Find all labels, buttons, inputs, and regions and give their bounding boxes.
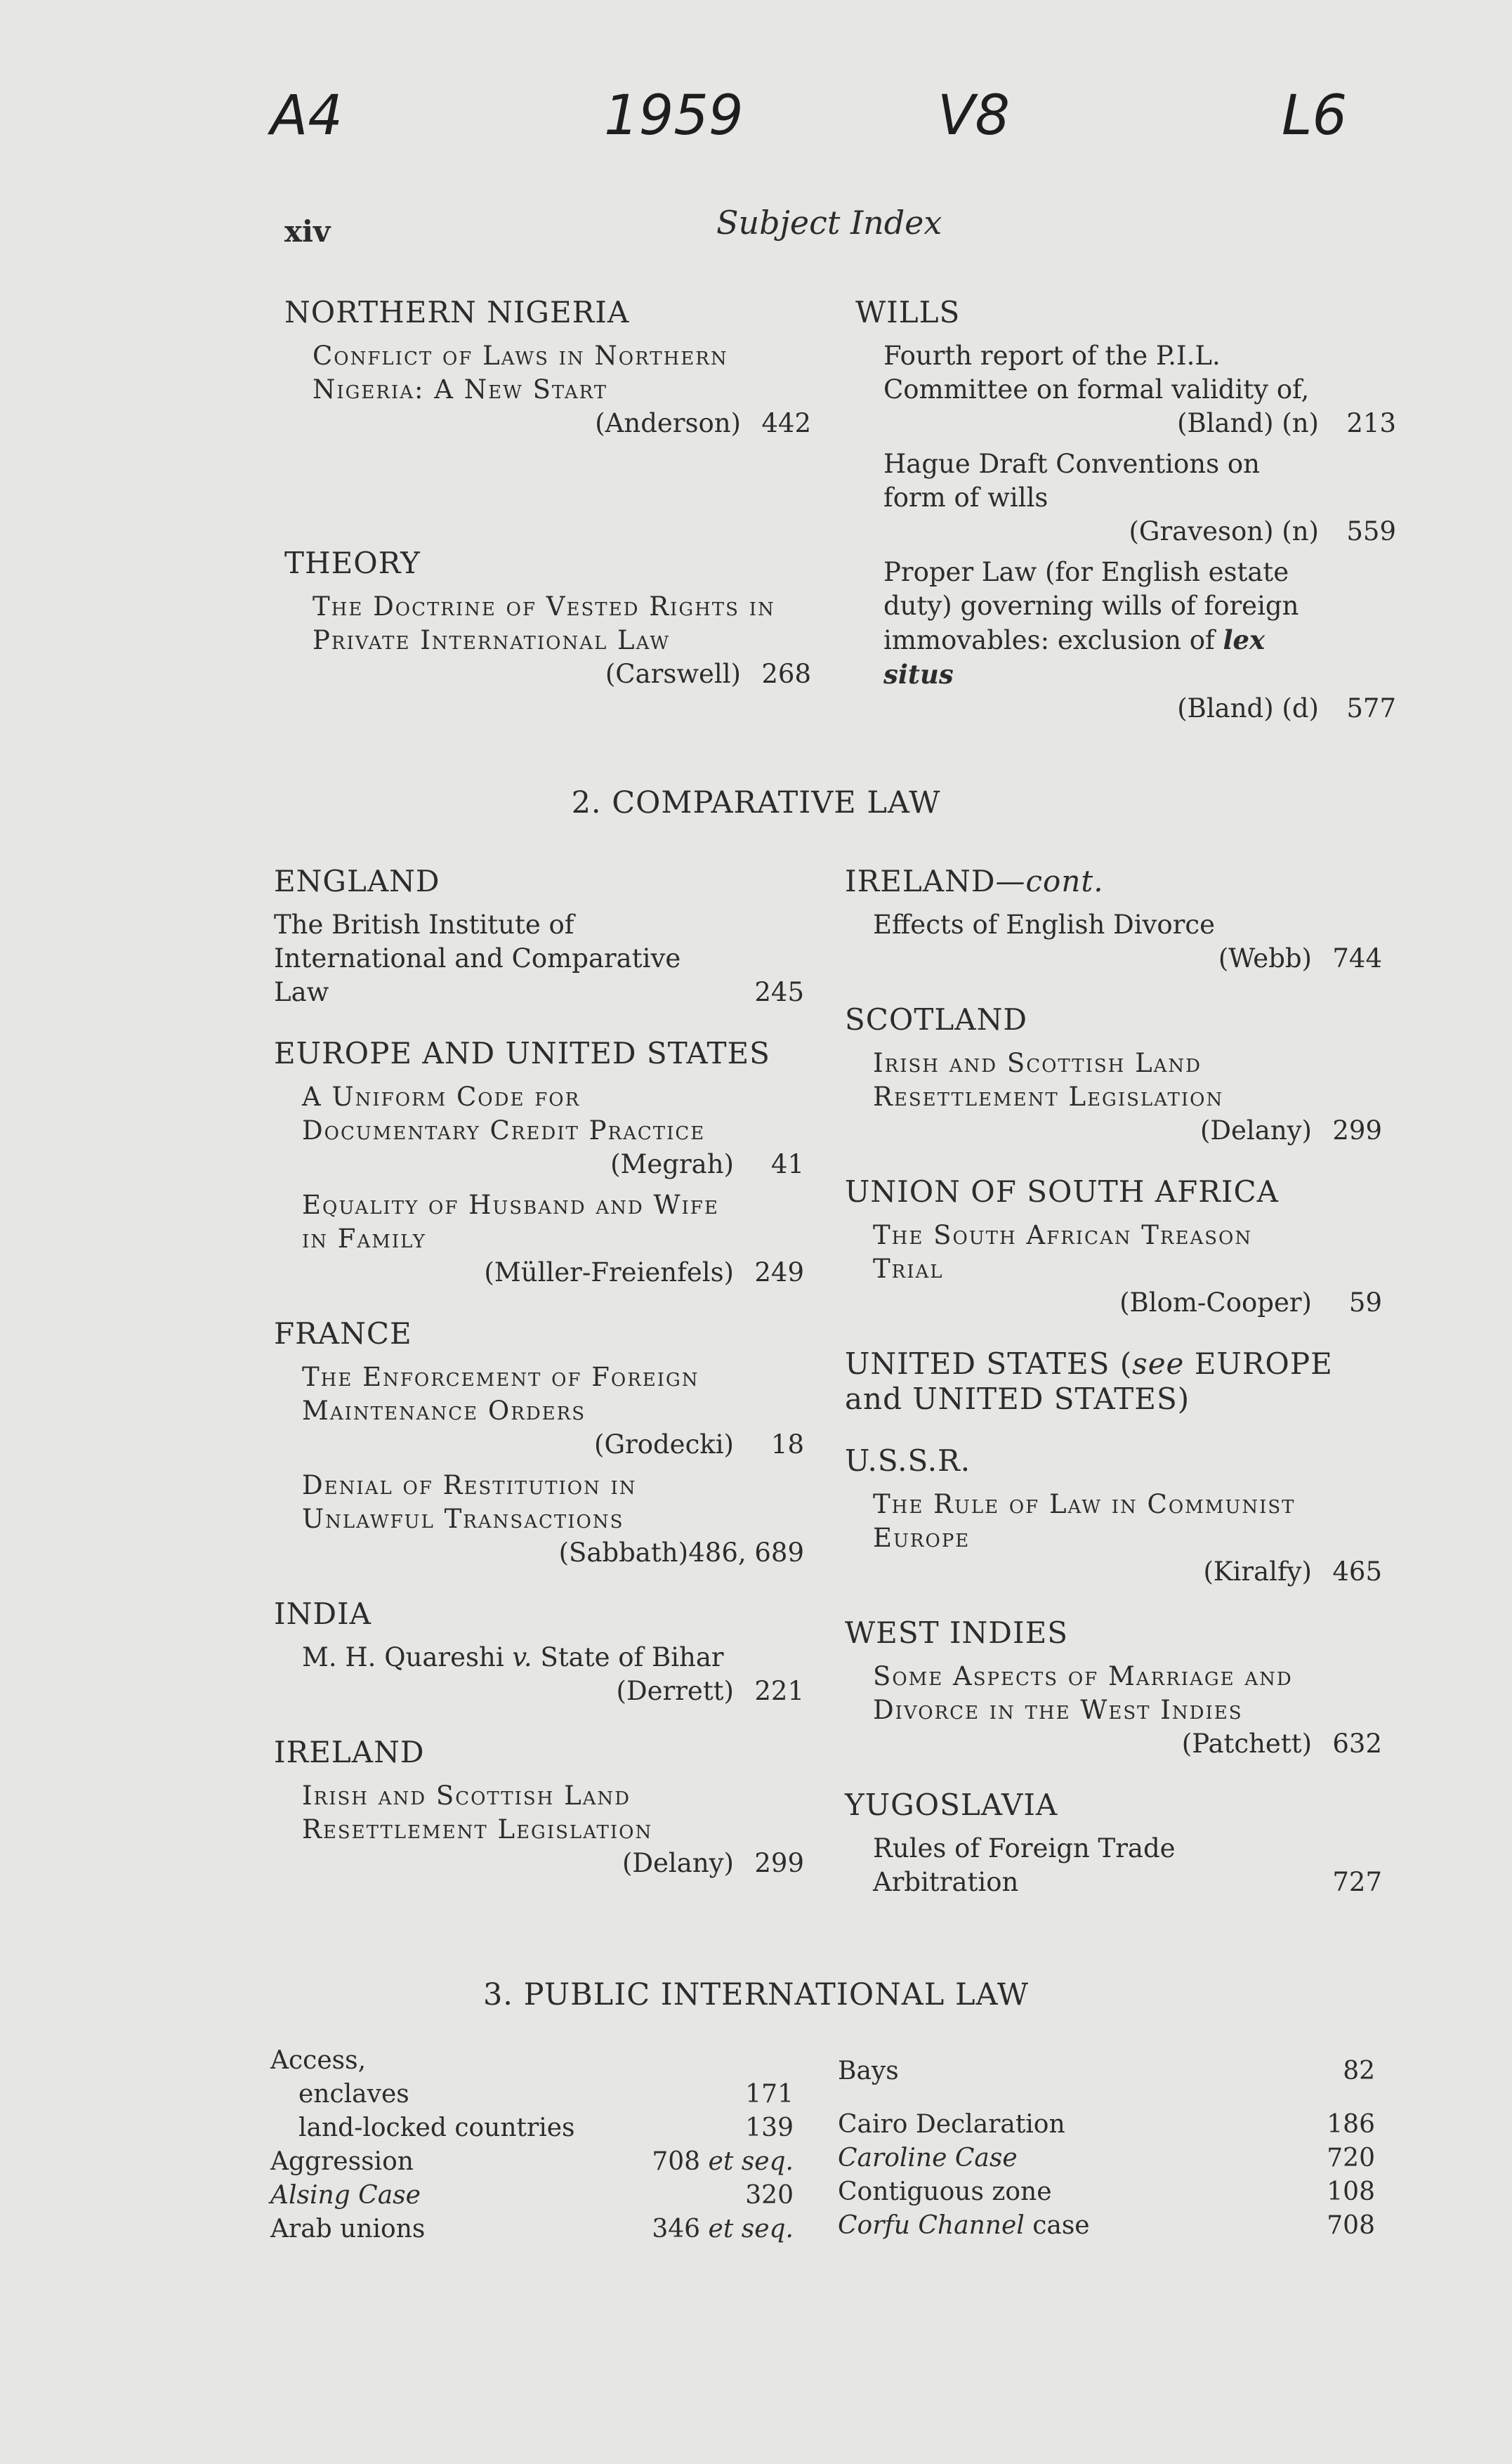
index-term: Access, — [270, 2046, 367, 2075]
heading-text: EUROPE and UNITED STATES) — [845, 1346, 1333, 1416]
entry-title: Rules of Foreign Trade Arbitration — [873, 1833, 1176, 1897]
index-row — [270, 2111, 794, 2145]
entry-page: 486, 689 — [688, 1538, 804, 1568]
index-page-number: 346 — [652, 2215, 701, 2243]
entry-page: 221 — [754, 1676, 804, 1706]
entry-page: 249 — [754, 1257, 804, 1287]
entry-page: 213 — [1346, 408, 1396, 438]
index-group-northern-nigeria — [284, 295, 811, 440]
sec3-right-column — [838, 2055, 1375, 2243]
index-term: Arab unions — [270, 2215, 426, 2243]
entry-page: 727 — [1332, 1867, 1382, 1897]
entry-page: 559 — [1346, 516, 1396, 546]
index-group-europe-us — [274, 1036, 804, 1290]
heading-suffix: —cont. — [995, 864, 1104, 898]
handwritten-note-4: L6 — [1282, 84, 1348, 148]
index-group-united-states — [845, 1346, 1382, 1417]
entry-author: (Anderson) — [595, 408, 741, 438]
index-entry — [274, 1361, 804, 1462]
index-heading: ENGLAND — [274, 864, 440, 898]
entry-author: (Patchett) — [1181, 1729, 1312, 1759]
sec2-left-column — [274, 864, 804, 1887]
index-term: land-locked countries — [298, 2114, 575, 2142]
index-entry — [274, 1469, 804, 1570]
index-entry — [845, 1047, 1382, 1148]
index-entry — [274, 1641, 804, 1708]
section-title-public-international-law: 3. PUBLIC INTERNATIONAL LAW — [482, 1977, 1030, 2012]
index-page: 320 — [745, 2181, 794, 2210]
entry-title-text: Proper Law (for English estate duty) governing wills of foreign immovables: exclusion of — [883, 557, 1299, 655]
index-page: 186 — [1327, 2110, 1375, 2139]
entry-page: 632 — [1332, 1729, 1382, 1759]
index-heading: WILLS — [855, 295, 961, 329]
heading-see: see — [1132, 1346, 1185, 1381]
sec1-right-column — [855, 295, 1396, 733]
index-entry — [274, 1779, 804, 1880]
entry-page: 18 — [770, 1429, 804, 1460]
entry-title: Some Aspects of Marriage and Divorce in the West Indies — [873, 1661, 1293, 1725]
page-folio: xiv — [284, 214, 331, 249]
index-row — [270, 2078, 794, 2111]
index-row — [838, 2055, 1375, 2108]
entry-author: (Bland) (d) — [1177, 693, 1319, 723]
sec1-left-column — [284, 295, 811, 698]
index-group-ireland — [274, 1735, 804, 1880]
entry-title: Fourth report of the P.I.L. Committee on formal validity of, — [883, 341, 1310, 405]
index-heading: UNION OF SOUTH AFRICA — [845, 1174, 1279, 1209]
index-entry — [274, 1080, 804, 1181]
index-page: 108 — [1327, 2177, 1375, 2206]
entry-page: 268 — [761, 659, 811, 689]
index-row — [270, 2044, 794, 2078]
entry-title-versus: v. — [512, 1642, 532, 1672]
sec2-right-column — [845, 864, 1382, 1906]
index-heading: WEST INDIES — [845, 1616, 1069, 1650]
entry-author: (Webb) — [1218, 943, 1312, 974]
index-group-theory — [284, 546, 811, 691]
index-heading — [845, 864, 1382, 898]
index-row — [838, 2175, 1375, 2209]
entry-author: (Derrett) — [616, 1676, 734, 1706]
index-page: 82 — [1343, 2057, 1375, 2085]
index-term-italic: Corfu Channel — [838, 2211, 1025, 2240]
index-page: 171 — [745, 2080, 794, 2109]
index-entry — [284, 590, 811, 691]
entry-title: Conflict of Laws in Northern Nigeria: A New Start — [313, 341, 728, 405]
entry-page: 442 — [761, 408, 811, 438]
index-page: 708 — [1327, 2211, 1375, 2240]
index-group-ussr — [845, 1443, 1382, 1589]
handwritten-note-1: A4 — [270, 84, 343, 148]
entry-author: (Bland) (n) — [1177, 408, 1319, 438]
index-heading — [845, 1346, 1382, 1417]
entry-title-part: M. H. Quareshi — [302, 1642, 504, 1672]
index-entry — [284, 339, 811, 440]
entry-page: 577 — [1346, 693, 1396, 723]
entry-title: The British Institute of International and Comparative Law — [274, 910, 681, 1007]
entry-author: (Müller-Freienfels) — [484, 1257, 734, 1287]
index-row — [838, 2108, 1375, 2142]
index-group-scotland — [845, 1002, 1382, 1148]
entry-author: (Sabbath) — [558, 1538, 688, 1568]
index-page-number: 708 — [652, 2147, 701, 2176]
entry-page: 299 — [1332, 1115, 1382, 1146]
index-heading: U.S.S.R. — [845, 1443, 971, 1478]
entry-title-italic: lex situs — [883, 624, 1266, 690]
entry-title: The Doctrine of Vested Rights in Private International Law — [313, 591, 775, 655]
entry-author: (Delany) — [1199, 1115, 1312, 1146]
entry-title: Effects of English Divorce — [873, 910, 1216, 940]
entry-title: The Enforcement of Foreign Maintenance Orders — [302, 1362, 699, 1426]
index-entry — [855, 556, 1396, 726]
entry-title — [302, 1641, 804, 1675]
index-heading: NORTHERN NIGERIA — [284, 295, 630, 329]
entry-page: 465 — [1332, 1557, 1382, 1587]
index-entry — [845, 1660, 1382, 1761]
index-group-yugoslavia — [845, 1788, 1382, 1899]
index-term: enclaves — [298, 2080, 409, 2109]
entry-page: 41 — [770, 1149, 804, 1179]
index-heading: FRANCE — [274, 1316, 412, 1351]
index-page: 139 — [745, 2114, 794, 2142]
entry-page: 59 — [1348, 1287, 1382, 1318]
index-entry — [855, 339, 1396, 440]
index-term: Bays — [838, 2057, 899, 2085]
index-page — [652, 2213, 794, 2246]
index-entry — [845, 1832, 1382, 1899]
sec3-left-column — [270, 2044, 794, 2246]
index-page: 720 — [1327, 2144, 1375, 2173]
entry-page: 299 — [754, 1848, 804, 1878]
entry-author: (Blom-Cooper) — [1119, 1287, 1312, 1318]
entry-author: (Grodecki) — [594, 1429, 734, 1460]
heading-text: IRELAND — [845, 864, 996, 898]
index-heading: INDIA — [274, 1597, 372, 1631]
section-title-comparative-law: 2. COMPARATIVE LAW — [571, 785, 941, 820]
index-entry — [845, 1219, 1382, 1320]
entry-author: (Graveson) (n) — [1129, 516, 1319, 546]
index-heading: IRELAND — [274, 1735, 425, 1769]
index-term: Alsing Case — [270, 2181, 421, 2210]
handwritten-note-3: V8 — [938, 84, 1010, 148]
index-heading: THEORY — [284, 546, 421, 580]
index-term: Cairo Declaration — [838, 2110, 1065, 2139]
index-heading: EUROPE AND UNITED STATES — [274, 1036, 770, 1070]
index-heading: SCOTLAND — [845, 1002, 1027, 1037]
entry-author: (Kiralfy) — [1203, 1557, 1312, 1587]
running-title: Subject Index — [716, 204, 942, 242]
entry-title: The South African Treason Trial — [873, 1220, 1253, 1284]
index-term — [838, 2209, 1090, 2243]
index-page-etseq: et seq. — [708, 2215, 794, 2243]
index-group-ireland-cont — [845, 864, 1382, 976]
entry-title — [883, 556, 1396, 692]
entry-title: Equality of Husband and Wife in Family — [302, 1190, 719, 1254]
index-row — [838, 2209, 1375, 2243]
entry-title: The Rule of Law in Communist Europe — [873, 1489, 1296, 1553]
index-entry — [845, 908, 1382, 976]
entry-author: (Carswell) — [605, 659, 741, 689]
index-term: Caroline Case — [838, 2144, 1018, 2173]
index-entry — [845, 1488, 1382, 1589]
entry-author: (Megrah) — [610, 1149, 734, 1179]
entry-page: 744 — [1332, 943, 1382, 974]
index-row — [838, 2142, 1375, 2175]
index-entry — [274, 1188, 804, 1290]
entry-title-part: State of Bihar — [540, 1642, 724, 1672]
index-group-west-indies — [845, 1616, 1382, 1761]
entry-title: Hague Draft Conventions on form of wills — [883, 449, 1260, 513]
index-page — [652, 2145, 794, 2179]
entry-title: A Uniform Code for Documentary Credit Practice — [302, 1082, 706, 1146]
index-row — [270, 2145, 794, 2179]
heading-text: UNITED STATES ( — [845, 1346, 1133, 1381]
index-entry — [855, 447, 1396, 549]
entry-title: Irish and Scottish Land Resettlement Legislation — [302, 1781, 653, 1844]
entry-title: Denial of Restitution in Unlawful Transactions — [302, 1470, 637, 1534]
entry-title: Irish and Scottish Land Resettlement Legislation — [873, 1048, 1224, 1112]
index-heading: YUGOSLAVIA — [845, 1788, 1058, 1822]
index-page-etseq: et seq. — [708, 2147, 794, 2176]
index-row — [270, 2179, 794, 2213]
entry-author: (Delany) — [622, 1848, 734, 1878]
index-group-england — [274, 864, 804, 1009]
index-entry — [274, 908, 804, 1009]
handwritten-note-2: 1959 — [604, 84, 744, 148]
index-group-france — [274, 1316, 804, 1570]
index-group-india — [274, 1597, 804, 1708]
index-term: Contiguous zone — [838, 2177, 1052, 2206]
index-group-south-africa — [845, 1174, 1382, 1320]
index-row — [270, 2213, 794, 2246]
index-term: Aggression — [270, 2147, 414, 2176]
index-term-rest: case — [1024, 2211, 1090, 2240]
entry-page: 245 — [754, 977, 804, 1007]
